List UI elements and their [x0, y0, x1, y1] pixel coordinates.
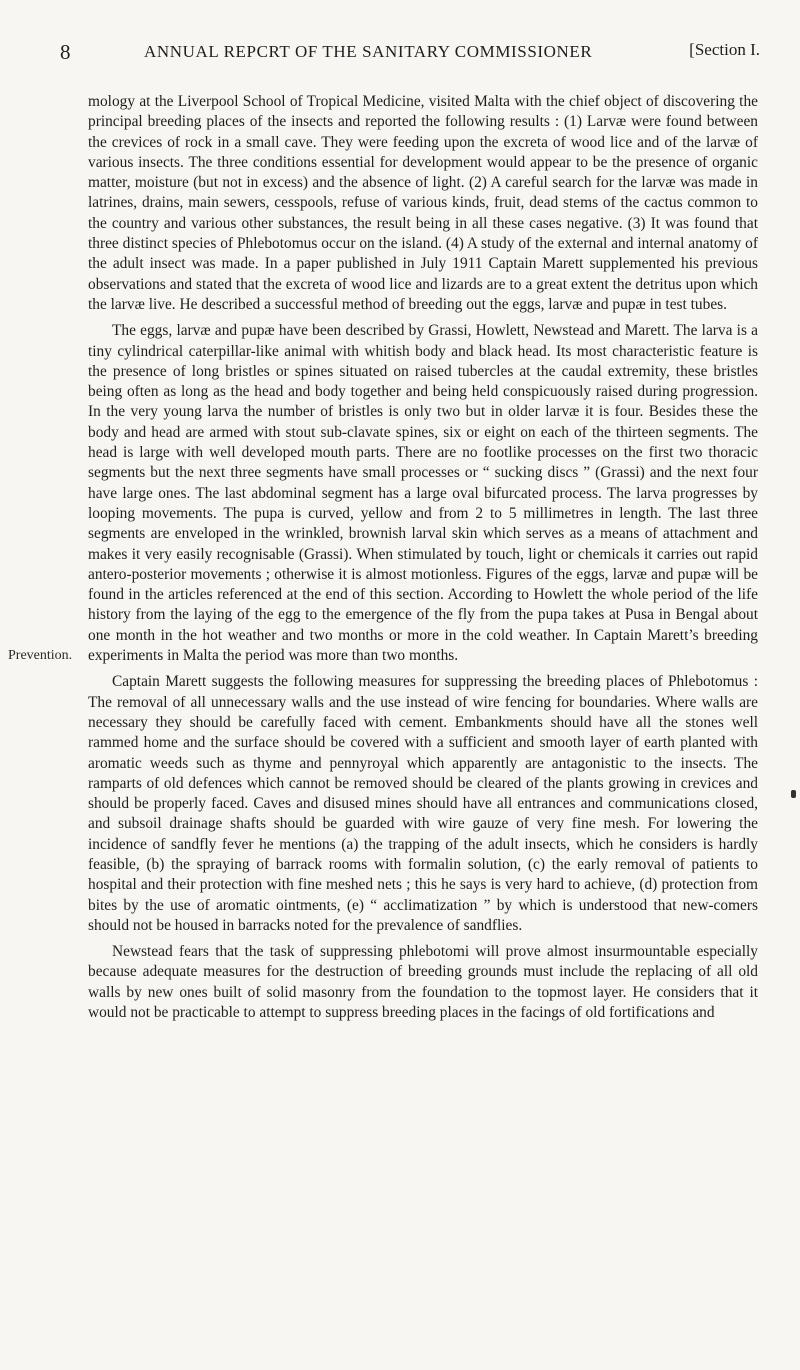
scan-mark: [791, 790, 796, 798]
section-label: [Section I.: [689, 40, 760, 59]
page-number: 8: [60, 40, 71, 64]
paragraph-4: Newstead fears that the task of suppressing phlebotomi will prove almost insurmountable especially because adequate measures for the destruction of breeding grounds must include the replacing of all old walls by new ones built of solid masonry from the foundation to the topmost layer. He considers that it would not be practicable to attempt to suppress breeding places in the facings of old fortifications and: [88, 943, 758, 1022]
body-text: [88, 92, 758, 1029]
paragraph-3: Captain Marett suggests the following measures for suppressing the breeding places of Phlebotomus : The removal of all unnecessary walls and the use instead of wire fencing for boundaries. Where walls are necessary they should be carefully faced with cement. Embankments should have all the stones well rammed home and the surface should be covered with a sufficient and smooth layer of earth planted with aromatic weeds such as thyme and pennyroyal which apparently are antagonistic to the insects. The ramparts of old defences which cannot be removed should be cleared of the plants growing in crevices and should be properly faced. Caves and disused mines should have all entrances and communications closed, and subsoil drainage shafts should be guarded with wire gauze of very fine mesh. For lowering the incidence of sandfly fever he mentions (a) the trapping of the adult insects, which he considers is hardly feasible, (b) the spraying of barrack rooms with formalin solution, (c) the early removal of patients to hospital and their protection with fine meshed nets ; this he says is very hard to achieve, (d) protection from bites by the use of aromatic ointments, (e) “ acclimatization ” by which is understood that new-comers should not be housed in barracks noted for the prevalence of sandflies.: [88, 673, 758, 934]
paragraph-1: mology at the Liverpool School of Tropical Medicine, visited Malta with the chief object of discovering the principal breeding places of the insects and reported the following results : (1) Larvæ were found between the crevices of rock in a small cave. They were feeding upon the excreta of wood lice and of the larvæ of various insects. The three conditions essential for development would appear to be the presence of organic matter, moisture (but not in excess) and the absence of light. (2) A careful search for the larvæ was made in latrines, drains, main sewers, cesspools, refuse of various kinds, fruit, dead stems of the cactus common to the country and various other substances, the result being in all these cases negative. (3) It was found that three distinct species of Phlebotomus occur on the island. (4) A study of the external and internal anatomy of the adult insect was made. In a paper published in July 1911 Captain Marett supplemented his previous observations and stated that the excreta of wood lice and lizards are to a great extent the detritus upon which the larvæ live. He described a successful method of breeding out the eggs, larvæ and pupæ in test tubes.: [88, 93, 758, 313]
paragraph-2: The eggs, larvæ and pupæ have been described by Grassi, Howlett, Newstead and Marett. The larva is a tiny cylindrical caterpillar-like animal with whitish body and black head. Its most characteristic feature is the presence of long bristles or spines situated on raised tubercles at the caudal extremity, these bristles being often as long as the head and body together and being held conspicuously raised during progression. In the very young larva the number of bristles is only two but in older larvæ it is four. Besides these the body and head are armed with stout sub-clavate spines, six or eight on each of the thirteen segments. The head is large with well developed mouth parts. There are no footlike processes on the first two thoracic segments but the next three segments have small processes or “ sucking discs ” (Grassi) and the next four have large ones. The last abdominal segment has a large oval bifurcated process. The larva progresses by looping movements. The pupa is curved, yellow and from 2 to 5 millimetres in length. The last three segments are enveloped in the wrinkled, brownish larval skin which serves as a means of attachment and makes it very easily recognisable (Grassi). When stimulated by touch, light or chemicals it carries out rapid antero-posterior movements ; otherwise it is almost motionless. Figures of the eggs, larvæ and pupæ will be found in the articles referenced at the end of this section. According to Howlett the whole period of the life history from the laying of the egg to the emergence of the fly from the pupa takes at Pusa in Bengal about one month in the hot weather and two months or more in the cold weather. In Captain Marett’s breeding experiments in Malta the period was more than two months.: [88, 322, 758, 665]
running-head: ANNUAL REPCRT OF THE SANITARY COMMISSIONER: [144, 42, 593, 61]
page-header: [60, 40, 760, 70]
margin-note-prevention: Prevention.: [8, 648, 73, 663]
